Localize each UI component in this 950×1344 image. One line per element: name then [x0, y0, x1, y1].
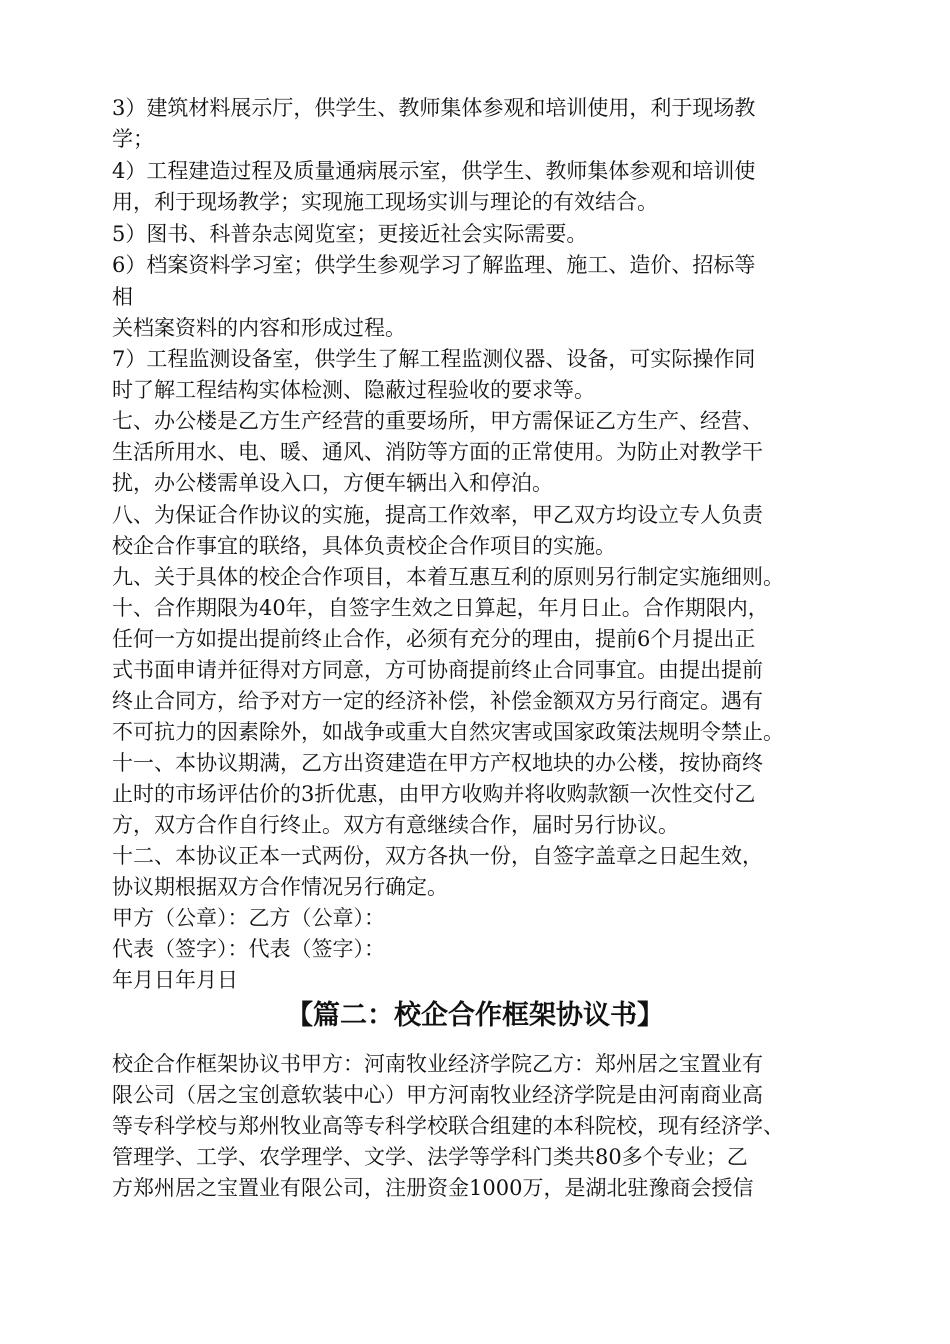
text-line: 等专科学校与郑州牧业高等专科学校联合组建的本科院校，现有经济学、	[112, 1114, 784, 1138]
text-line: 关档案资料的内容和形成过程。	[112, 316, 406, 340]
text-line: 八、为保证合作协议的实施，提高工作效率，甲乙双方均设立专人负责	[112, 503, 763, 527]
text-line: 时了解工程结构实体检测、隐蔽过程验收的要求等。	[112, 378, 595, 402]
text-line: 协议期根据双方合作情况另行确定。	[112, 875, 448, 899]
text-line: 7）工程监测设备室，供学生了解工程监测仪器、设备，可实际操作同	[112, 347, 756, 371]
text-line: 终止合同方，给予对方一定的经济补偿，补偿金额双方另行商定。遇有	[112, 689, 763, 713]
text-line: 七、办公楼是乙方生产经营的重要场所，甲方需保证乙方生产、经营、	[112, 409, 763, 433]
text-line: 式书面申请并征得对方同意，方可协商提前终止合同事宜。由提出提前	[112, 658, 763, 682]
text-line: 管理学、工学、农学理学、文学、法学等学科门类共80多个专业；乙	[112, 1145, 748, 1169]
text-line: 九、关于具体的校企合作项目，本着互惠互利的原则另行制定实施细则。	[112, 565, 784, 589]
text-line: 限公司（居之宝创意软装中心）甲方河南牧业经济学院是由河南商业高	[112, 1083, 763, 1107]
text-line: 扰，办公楼需单设入口，方便车辆出入和停泊。	[112, 471, 553, 495]
text-line: 5）图书、科普杂志阅览室；更接近社会实际需要。	[112, 222, 588, 246]
text-line: 十、合作期限为40年，自签字生效之日算起，年月日止。合作期限内，	[112, 596, 769, 620]
signature-line-date: 年月日年月日	[112, 968, 238, 992]
section-heading: 【篇二：校企合作框架协议书】	[286, 1000, 664, 1031]
text-line: 方郑州居之宝置业有限公司，注册资金1000万，是湖北驻豫商会授信	[112, 1176, 754, 1200]
text-line: 校企合作框架协议书甲方：河南牧业经济学院乙方：郑州居之宝置业有	[112, 1052, 763, 1076]
text-line: 学；	[112, 127, 154, 151]
text-line: 用，利于现场教学；实现施工现场实训与理论的有效结合。	[112, 190, 658, 214]
text-line: 3）建筑材料展示厅，供学生、教师集体参观和培训使用，利于现场教	[112, 96, 756, 120]
text-line: 4）工程建造过程及质量通病展示室，供学生、教师集体参观和培训使	[112, 159, 756, 183]
signature-line-party: 甲方（公章）：乙方（公章）：	[112, 906, 385, 930]
text-line: 6）档案资料学习室；供学生参观学习了解监理、施工、造价、招标等	[112, 253, 756, 277]
text-line: 生活所用水、电、暖、通风、消防等方面的正常使用。为防止对教学干	[112, 440, 763, 464]
text-line: 十二、本协议正本一式两份，双方各执一份，自签字盖章之日起生效，	[112, 844, 763, 868]
text-line: 相	[112, 285, 133, 309]
text-line: 止时的市场评估价的3折优惠，由甲方收购并将收购款额一次性交付乙	[112, 782, 756, 806]
text-line: 方，双方合作自行终止。双方有意继续合作，届时另行协议。	[112, 813, 679, 837]
text-line: 十一、本协议期满，乙方出资建造在甲方产权地块的办公楼，按协商终	[112, 751, 763, 775]
text-line: 校企合作事宜的联络，具体负责校企合作项目的实施。	[112, 534, 616, 558]
text-line: 任何一方如提出提前终止合作，必须有充分的理由，提前6个月提出正	[112, 627, 756, 651]
text-line: 不可抗力的因素除外，如战争或重大自然灾害或国家政策法规明令禁止。	[112, 720, 784, 744]
signature-line-representative: 代表（签字）：代表（签字）：	[112, 937, 385, 961]
